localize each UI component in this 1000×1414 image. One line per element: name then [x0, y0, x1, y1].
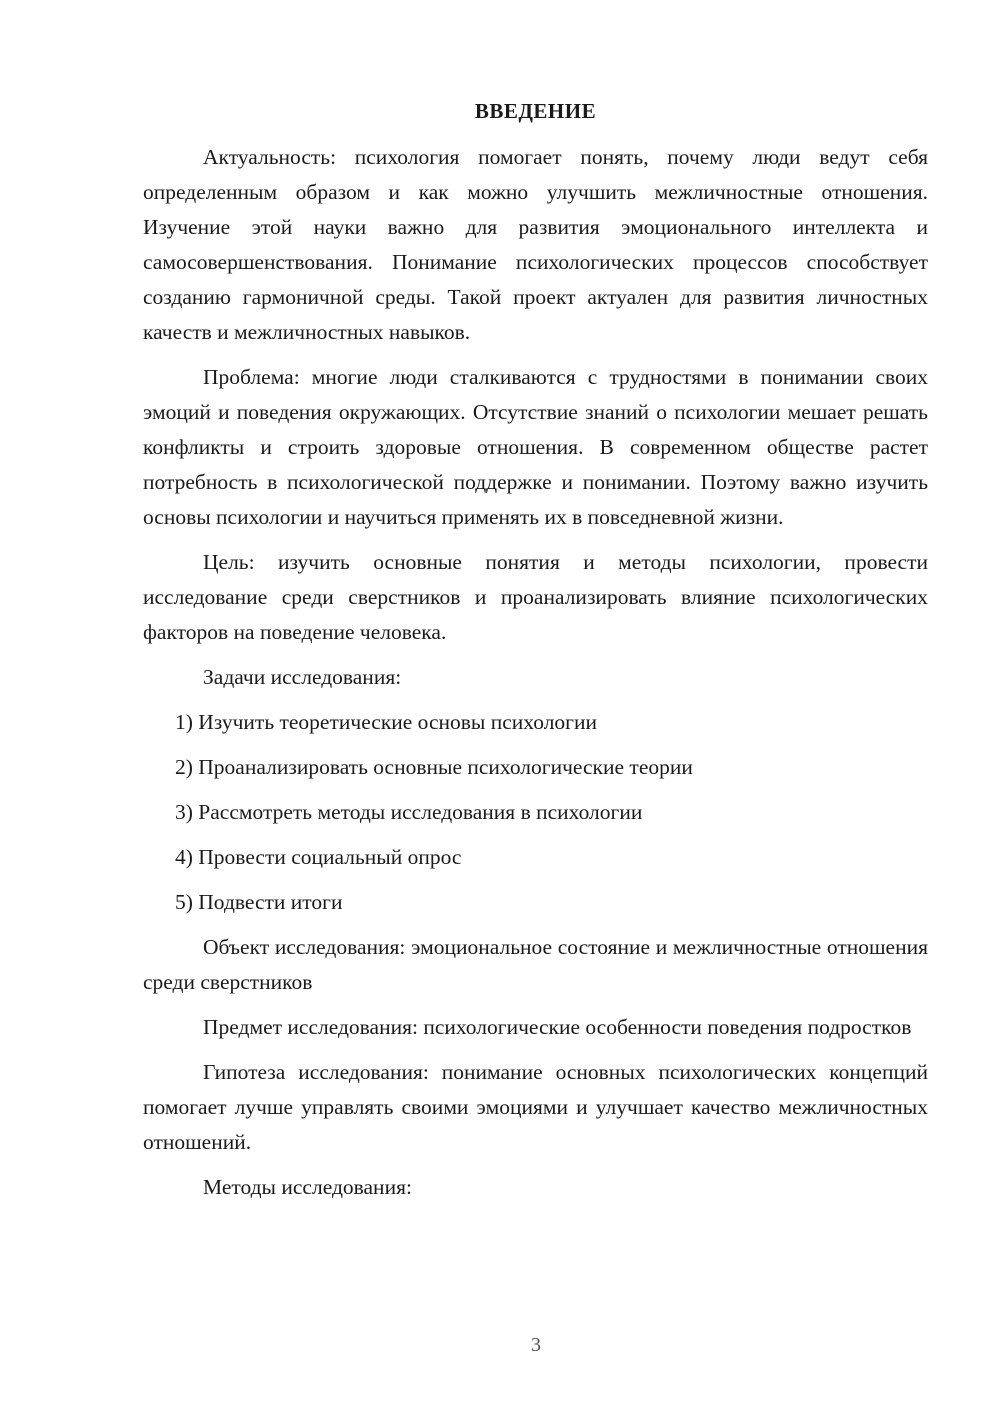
methods-paragraph: Методы исследования:	[203, 1175, 412, 1199]
hypothesis-paragraph: Гипотеза исследования: понимание основных психологических концепций помогает лучше управлять своими эмоциями и улучшает качество межличностных отношений.	[143, 1060, 928, 1154]
goal-paragraph: Цель: изучить основные понятия и методы психологии, провести исследование среди сверстников и проанализировать влияние психологических факторов на поведение человека.	[143, 550, 928, 644]
task-item: 1) Изучить теоретические основы психологии	[175, 710, 598, 734]
task-item: 3) Рассмотреть методы исследования в психологии	[175, 800, 643, 824]
subject-paragraph: Предмет исследования: психологические особенности поведения подростков	[203, 1015, 912, 1039]
task-item: 4) Провести социальный опрос	[175, 845, 462, 869]
tasks-heading: Задачи исследования:	[203, 665, 402, 689]
task-item: 5) Подвести итоги	[175, 890, 343, 914]
relevance-paragraph: Актуальность: психология помогает понять, почему люди ведут себя определенным образом и как можно улучшить межличностные отношения. Изучение этой науки важно для развития эмоционального интеллекта и самосовершенствования. Понимание психологических процессов способствует созданию гармоничной среды. Такой проект актуален для развития личностных качеств и межличностных навыков.	[143, 145, 928, 344]
page-content	[143, 96, 928, 1205]
page-title: ВВЕДЕНИЕ	[474, 99, 597, 123]
task-item: 2) Проанализировать основные психологические теории	[175, 755, 693, 779]
problem-paragraph: Проблема: многие люди сталкиваются с трудностями в понимании своих эмоций и поведения окружающих. Отсутствие знаний о психологии мешает решать конфликты и строить здоровые отношения. В современном обществе растет потребность в психологической поддержке и понимании. Поэтому важно изучить основы психологии и научиться применять их в повседневной жизни.	[143, 365, 928, 529]
page-number: 3	[531, 1334, 541, 1356]
object-paragraph: Объект исследования: эмоциональное состояние и межличностные отношения среди сверстников	[143, 935, 928, 994]
